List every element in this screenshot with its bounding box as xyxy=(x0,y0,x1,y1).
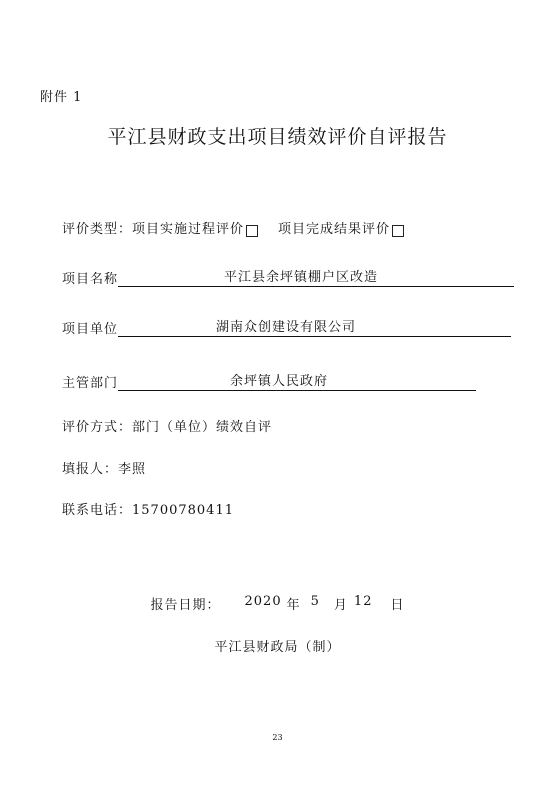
project-name-label: 项目名称 xyxy=(62,272,119,287)
project-unit-field[interactable] xyxy=(118,319,511,337)
eval-method-label: 评价方式： xyxy=(62,420,133,435)
eval-type-option-result: 项目完成结果评价 xyxy=(278,222,391,237)
report-date-year: 2020 xyxy=(244,594,282,609)
project-unit-label: 项目单位 xyxy=(62,322,119,337)
report-date-label: 报告日期： xyxy=(150,598,221,613)
process-checkbox[interactable] xyxy=(246,225,258,237)
filler-value: 李照 xyxy=(118,462,147,477)
project-name-field[interactable] xyxy=(118,269,514,287)
department-row xyxy=(62,372,476,391)
project-unit-row xyxy=(62,318,511,337)
project-unit-value: 湖南众创建设有限公司 xyxy=(216,320,357,335)
eval-type-row xyxy=(62,218,404,237)
project-name-row xyxy=(62,268,514,287)
eval-type-option-process: 项目实施过程评价 xyxy=(132,222,245,237)
page-title: 平江县财政支出项目绩效评价自评报告 xyxy=(107,126,448,148)
issuer: 平江县财政局（制） xyxy=(214,640,341,655)
eval-method-row xyxy=(62,416,272,435)
report-date-year-unit: 年 xyxy=(286,598,301,613)
project-name-value: 平江县余坪镇棚户区改造 xyxy=(224,270,379,285)
attachment-label: 附件 1 xyxy=(40,90,83,105)
department-label: 主管部门 xyxy=(62,376,119,391)
report-date-month-unit: 月 xyxy=(333,598,348,613)
contact-value: 15700780411 xyxy=(132,503,234,518)
contact-row xyxy=(62,499,234,518)
eval-method-value: 部门（单位）绩效自评 xyxy=(132,420,273,435)
report-date-day-unit: 日 xyxy=(390,598,405,613)
department-field[interactable] xyxy=(118,373,476,391)
report-date-month: 5 xyxy=(310,594,320,609)
department-value: 余坪镇人民政府 xyxy=(230,374,329,389)
report-date-row xyxy=(0,594,555,613)
report-date-day: 12 xyxy=(353,594,373,609)
page-number: 23 xyxy=(272,733,283,742)
eval-type-label: 评价类型： xyxy=(62,222,133,237)
contact-label: 联系电话： xyxy=(62,503,133,518)
filler-label: 填报人： xyxy=(62,462,119,477)
result-checkbox[interactable] xyxy=(392,225,404,237)
filler-row xyxy=(62,458,146,477)
